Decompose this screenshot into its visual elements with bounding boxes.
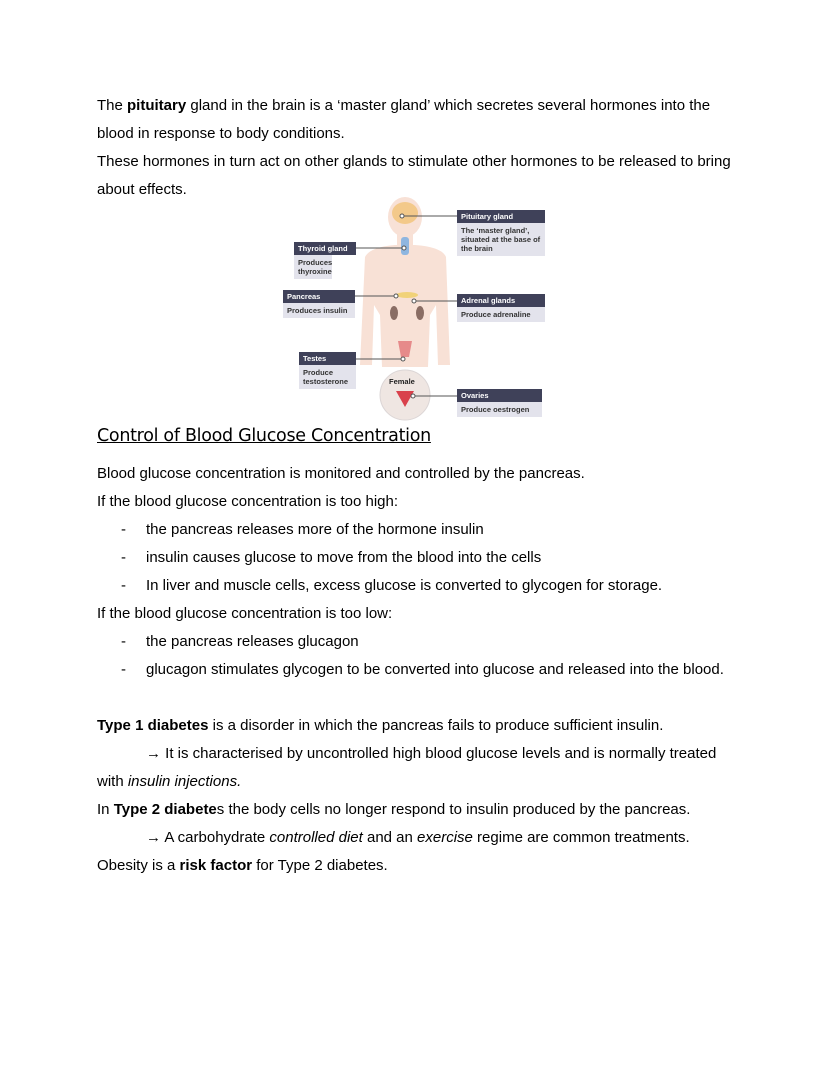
type2-arrow-line: [146, 828, 690, 848]
body-silhouette: [360, 197, 450, 420]
label-pituitary: [457, 210, 545, 256]
list-item: the pancreas releases glucagon: [146, 633, 359, 650]
list-item: glucagon stimulates glycogen to be converted into glucose and released into the blood.: [146, 661, 724, 678]
bullet-dash: -: [121, 661, 126, 678]
paragraph: Blood glucose concentration is monitored and controlled by the pancreas.: [97, 465, 585, 482]
type1-arrow-line: → It is characterised by uncontrolled high blood glucose levels and is normally treated: [146, 745, 717, 762]
bullet-dash: -: [121, 633, 126, 650]
type2-line: [97, 800, 690, 820]
low-intro: If the blood glucose concentration is too low:: [97, 605, 393, 622]
label-title: Pituitary gland: [457, 210, 545, 223]
list-item: In liver and muscle cells, excess glucose is converted to glycogen for storage.: [146, 577, 663, 594]
label-testes: [299, 352, 356, 389]
bullet-dash: -: [121, 577, 126, 594]
type1-treatment: [97, 772, 241, 792]
text: In: [97, 801, 114, 818]
label-pancreas: [283, 290, 355, 318]
bold-term: pituitary: [127, 97, 187, 114]
text: gland in the brain is a ‘master gland’ which secretes several hormones into the: [186, 97, 711, 114]
label-desc: Produces insulin: [283, 303, 355, 318]
high-intro: If the blood glucose concentration is too high:: [97, 493, 399, 510]
label-desc: Produce adrenaline: [457, 307, 545, 322]
bold-term: Type 2 diabete: [113, 801, 217, 818]
intro-line-4: about effects.: [97, 181, 187, 198]
text: s the body cells no longer respond to insulin produced by the pancreas.: [216, 801, 691, 818]
label-title: Testes: [299, 352, 356, 365]
text: for Type 2 diabetes.: [252, 857, 388, 874]
label-ovaries: [457, 389, 542, 417]
label-title: Thyroid gland: [294, 242, 356, 255]
italic-term: controlled diet: [269, 829, 363, 846]
text: with: [97, 773, 128, 790]
text: is a disorder in which the pancreas fails to produce sufficient insulin.: [208, 717, 664, 734]
text: Obesity is a: [97, 857, 180, 874]
italic-term: exercise: [417, 829, 473, 846]
text: The: [97, 97, 128, 114]
type1-line: [97, 716, 663, 736]
list-item: insulin causes glucose to move from the blood into the cells: [146, 549, 542, 566]
italic-term: insulin injections.: [127, 773, 242, 790]
female-label: Female: [389, 377, 415, 386]
text: regime are common treatments.: [472, 829, 690, 846]
obesity-line: [97, 856, 388, 876]
intro-line-2: blood in response to body conditions.: [97, 125, 345, 142]
bold-term: risk factor: [179, 857, 253, 874]
list-item: the pancreas releases more of the hormone insulin: [146, 521, 484, 538]
label-adrenal: [457, 294, 545, 322]
label-title: Pancreas: [283, 290, 355, 303]
label-thyroid: [294, 242, 356, 279]
label-desc: Produce testosterone: [299, 365, 356, 389]
bold-term: Type 1 diabetes: [97, 717, 209, 734]
bullet-dash: -: [121, 549, 126, 566]
section-heading: Control of Blood Glucose Concentration: [97, 426, 431, 446]
text: → A carbohydrate: [146, 829, 270, 846]
label-desc: Produce oestrogen: [457, 402, 542, 417]
intro-line-3: These hormones in turn act on other glands to stimulate other hormones to be released to bring: [97, 153, 731, 170]
label-desc: Produces thyroxine: [294, 255, 332, 279]
bullet-dash: -: [121, 521, 126, 538]
label-title: Adrenal glands: [457, 294, 545, 307]
label-desc: The ‘master gland’, situated at the base of the brain: [457, 223, 545, 256]
label-title: Ovaries: [457, 389, 542, 402]
text: and an: [362, 829, 418, 846]
intro-line-1: [97, 96, 710, 116]
